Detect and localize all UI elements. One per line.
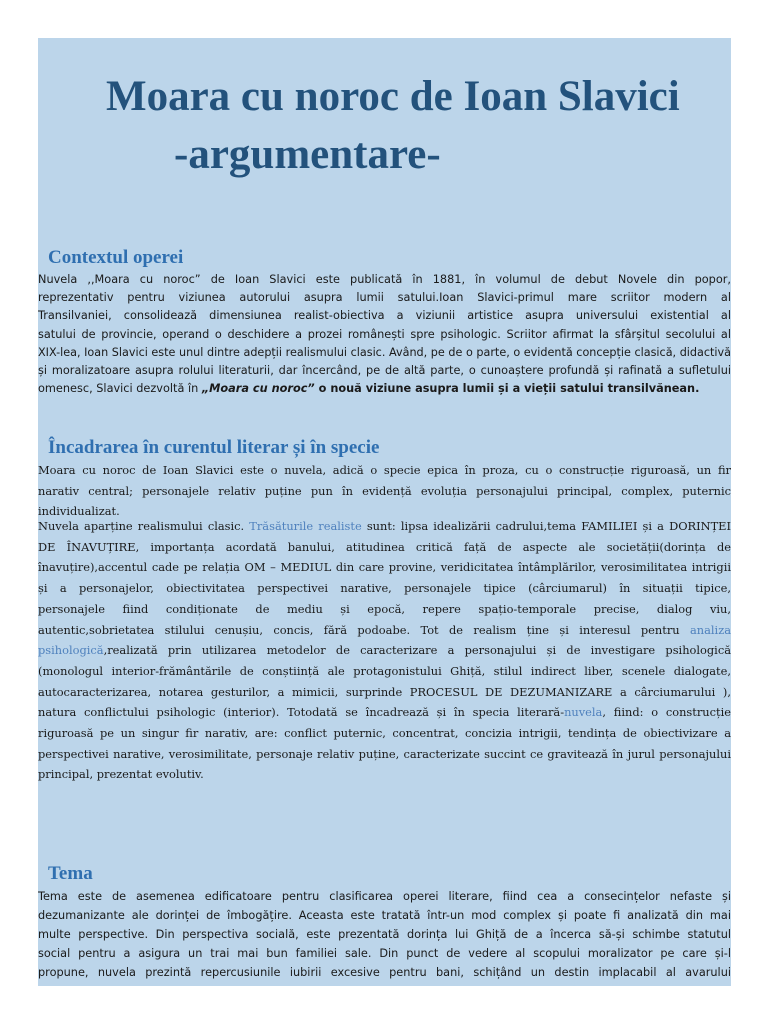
text-line xyxy=(38,516,731,537)
section-paragraph-classification-1 xyxy=(38,460,731,522)
text-span: natura conflictului psihologic (interior). Totodată se încadrează și în specia literară- xyxy=(38,705,565,720)
text-line: XIX-lea, Ioan Slavici este unul dintre adepții realismului clasic. Având, pe de o parte, o evidentă concepție clasică, didactivă xyxy=(38,345,731,359)
text-line: Nuvela ,,Moara cu noroc” de Ioan Slavici este publicată în 1881, în volumul de debut Novele din popor, xyxy=(38,273,731,286)
document-page xyxy=(38,38,731,986)
highlight-realist-traits: Trăsăturile realiste xyxy=(249,519,362,533)
text-line: social pentru a asigura un trai mai bun familiei sale. Din punct de vedere al scopului moralizator pe care și-l xyxy=(38,947,731,960)
text-line xyxy=(38,620,731,641)
page-subtitle: -argumentare- xyxy=(174,131,441,178)
text-line: Moara cu noroc de Ioan Slavici este o nuvela, adică o specie epica în proza, cu o construcție riguroasă, un fir xyxy=(38,463,731,477)
text-line: narativ central; personajele relativ puține pun în evidență evoluția personajului principal, complex, puternic xyxy=(38,483,731,498)
text-line: personajele fiind condiționate de mediu și epocă, repere spațio-temporale precise, dialog viu, xyxy=(38,601,731,616)
text-line xyxy=(38,640,731,661)
highlight-psychological-analysis: analiza xyxy=(690,622,731,637)
text-span: ,realizată prin utilizarea metodelor de caracterizare a personajului și de investigare psihologică xyxy=(103,643,731,658)
section-heading-context: Contextul operei xyxy=(48,247,184,268)
text-line xyxy=(38,702,731,723)
text-span: autentic,sobrietatea stilului cenușiu, concis, fără podoabe. Tot de realism ține și interesul pentru xyxy=(38,622,690,637)
highlight-psychological: psihologică xyxy=(38,643,104,658)
text-span: Nuvela aparține realismului clasic. xyxy=(38,519,250,533)
text-line: înavuțire),accentul cade pe relația OM – MEDIUL din care provine, veridicitatea întâmplărilor, verosimilitatea intrigii xyxy=(38,560,731,575)
text-line: DE ÎNAVUȚIRE, importanța acordată banului, atitudinea critică față de aspecte ale societății(dorința de xyxy=(38,539,731,554)
text-line: propune, nuvela prezintă repercusiunile iubirii excesive pentru bani, schițând un destin implacabil al avarului xyxy=(38,966,731,979)
text-line: perspectivei narative, verosimilitate, personaje relativ puține, caracterizate succint ce gravitează în jurul personajului xyxy=(38,746,731,761)
section-paragraph-context xyxy=(38,271,731,398)
text-line: Transilvaniei, consolidează dimensiunea realist-obiectiva a viziunii artistice asupra universului existential al xyxy=(38,309,731,323)
text-line: dezumanizante ale dorinței de îmbogățire. Aceasta este tratată într-un mod complex și poate fi analizată din mai xyxy=(38,909,731,922)
text-line: satului de provincie, operand o deschidere a prozei românești spre psihologic. Scriitor afirmat la sfârșitul secolului al xyxy=(38,327,731,341)
text-line: reprezentativ pentru viziunea autorului asupra lumii satului.Ioan Slavici-primul mare scriitor modern al xyxy=(38,291,731,305)
text-line: principal, prezentat evolutiv. xyxy=(38,767,204,782)
text-line: (monologul interior-frământările de conștiință ale protagonistului Ghiță, stilul indirect liber, scenele dialogate, xyxy=(38,663,731,678)
section-paragraph-classification-2 xyxy=(38,516,731,785)
section-heading-theme: Tema xyxy=(48,863,93,884)
text-line xyxy=(38,380,731,398)
section-paragraph-theme xyxy=(38,887,731,982)
page-title: Moara cu noroc de Ioan Slavici xyxy=(106,73,680,120)
work-title: „Moara cu noroc” xyxy=(201,382,315,396)
text-line: și moralizatoare asupra rolului literaturii, dar încercând, pe de altă parte, o cunoaștere profundă și rafinată a sufletului xyxy=(38,364,731,378)
text-line: Tema este de asemenea edificatoare pentru clasificarea operei literare, fiind cea a consecințelor nefaste și xyxy=(38,890,731,903)
highlight-nuvela: nuvela xyxy=(564,705,603,720)
text-line: autocaracterizarea, notarea gesturilor, a mimicii, surprinde PROCESUL DE DEZUMANIZARE a cârciumarului ), xyxy=(38,684,731,699)
text-line: riguroasă pe un singur fir narativ, are: conflict puternic, concentrat, concizia intrigii, tendința de obiectivizare a xyxy=(38,726,731,741)
text-line: individualizat. xyxy=(38,504,120,519)
section-heading-classification: Încadrarea în curentul literar și în specie xyxy=(48,437,380,458)
text-span: omenesc, Slavici dezvoltă în xyxy=(38,382,202,396)
text-span: , fiind: o construcție xyxy=(602,705,731,720)
text-span: sunt: lipsa idealizării cadrului,tema FAMILIEI și a DORINȚEI xyxy=(361,519,731,533)
text-line: și a personajelor, obiectivitatea perspectivei narative, personajele tipice (cârciumarul) în situații tipice, xyxy=(38,581,731,596)
text-span: o nouă viziune asupra lumii și a vieții satului transilvănean. xyxy=(314,382,700,396)
text-line: multe perspective. Din perspectiva socială, este prezentată dorința lui Ghiță de a încerca să-și schimbe statutul xyxy=(38,928,731,941)
